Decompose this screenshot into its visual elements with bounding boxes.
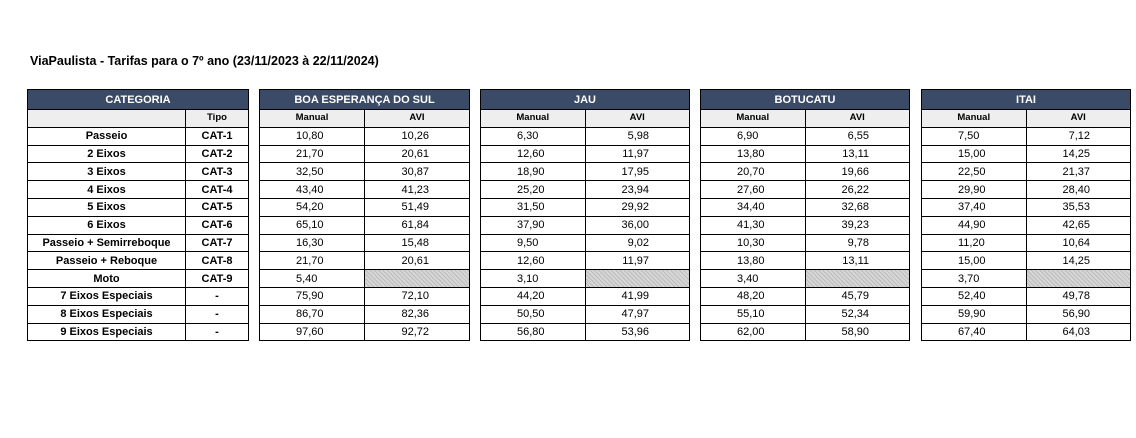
manual-value: 48,20: [701, 287, 806, 305]
manual-value: 20,70: [701, 163, 806, 181]
manual-value: 86,70: [260, 305, 365, 323]
category-header: CATEGORIA: [28, 90, 249, 110]
table-row: [922, 287, 1131, 305]
table-row: [701, 181, 910, 199]
manual-value: 10,30: [701, 234, 806, 252]
category-subheader-blank: [28, 110, 186, 128]
category-row: [28, 181, 249, 199]
category-tipo: CAT-5: [186, 198, 249, 216]
avi-value: 52,34: [805, 305, 910, 323]
manual-value: 3,40: [701, 270, 806, 288]
table-row: [922, 270, 1131, 288]
location-table-itai: [921, 89, 1131, 341]
category-tipo: CAT-1: [186, 127, 249, 145]
avi-value: 41,23: [365, 181, 470, 199]
avi-not-applicable-cell: [805, 270, 910, 288]
table-row: [260, 234, 470, 252]
category-tipo: CAT-3: [186, 163, 249, 181]
table-row: [922, 305, 1131, 323]
table-row: [922, 252, 1131, 270]
manual-value: 9,50: [481, 234, 586, 252]
manual-value: 29,90: [922, 181, 1027, 199]
avi-value: 64,03: [1026, 323, 1131, 341]
manual-value: 41,30: [701, 216, 806, 234]
avi-value: 15,48: [365, 234, 470, 252]
avi-value: 72,10: [365, 287, 470, 305]
avi-value: 53,96: [585, 323, 690, 341]
manual-value: 16,30: [260, 234, 365, 252]
category-tipo: CAT-7: [186, 234, 249, 252]
manual-value: 75,90: [260, 287, 365, 305]
avi-value: 51,49: [365, 198, 470, 216]
manual-value: 21,70: [260, 252, 365, 270]
table-row: [701, 234, 910, 252]
category-name: 7 Eixos Especiais: [28, 287, 186, 305]
manual-value: 54,20: [260, 198, 365, 216]
category-row: [28, 323, 249, 341]
table-row: [701, 198, 910, 216]
category-row: [28, 216, 249, 234]
avi-value: 21,37: [1026, 163, 1131, 181]
manual-column-header: Manual: [481, 110, 586, 128]
avi-value: 45,79: [805, 287, 910, 305]
table-row: [922, 216, 1131, 234]
avi-value: 61,84: [365, 216, 470, 234]
location-table-jau: [480, 89, 690, 341]
avi-value: 6,55: [805, 127, 910, 145]
table-row: [481, 270, 690, 288]
avi-value: 14,25: [1026, 145, 1131, 163]
manual-value: 3,70: [922, 270, 1027, 288]
category-tipo: -: [186, 323, 249, 341]
table-row: [922, 181, 1131, 199]
category-name: 6 Eixos: [28, 216, 186, 234]
avi-column-header: AVI: [365, 110, 470, 128]
category-tipo: CAT-9: [186, 270, 249, 288]
table-row: [922, 198, 1131, 216]
avi-value: 42,65: [1026, 216, 1131, 234]
category-row: [28, 198, 249, 216]
manual-column-header: Manual: [922, 110, 1027, 128]
table-row: [481, 181, 690, 199]
table-row: [701, 287, 910, 305]
avi-value: 39,23: [805, 216, 910, 234]
table-row: [701, 216, 910, 234]
table-row: [922, 323, 1131, 341]
table-row: [481, 252, 690, 270]
manual-value: 32,50: [260, 163, 365, 181]
manual-value: 10,80: [260, 127, 365, 145]
manual-value: 59,90: [922, 305, 1027, 323]
avi-value: 13,11: [805, 252, 910, 270]
avi-not-applicable-cell: [365, 270, 470, 288]
manual-value: 37,40: [922, 198, 1027, 216]
manual-value: 50,50: [481, 305, 586, 323]
manual-value: 52,40: [922, 287, 1027, 305]
table-row: [922, 163, 1131, 181]
table-row: [260, 163, 470, 181]
manual-value: 55,10: [701, 305, 806, 323]
table-row: [481, 305, 690, 323]
manual-value: 37,90: [481, 216, 586, 234]
manual-value: 7,50: [922, 127, 1027, 145]
manual-value: 6,30: [481, 127, 586, 145]
table-row: [922, 234, 1131, 252]
avi-value: 58,90: [805, 323, 910, 341]
avi-value: 11,97: [585, 145, 690, 163]
tipo-header: Tipo: [186, 110, 249, 128]
manual-value: 44,20: [481, 287, 586, 305]
table-row: [701, 270, 910, 288]
manual-value: 27,60: [701, 181, 806, 199]
avi-value: 11,97: [585, 252, 690, 270]
avi-value: 32,68: [805, 198, 910, 216]
table-row: [260, 287, 470, 305]
avi-value: 92,72: [365, 323, 470, 341]
manual-value: 13,80: [701, 252, 806, 270]
manual-value: 43,40: [260, 181, 365, 199]
avi-value: 30,87: [365, 163, 470, 181]
category-table: [27, 89, 249, 341]
location-header: BOTUCATU: [701, 90, 910, 110]
table-row: [922, 127, 1131, 145]
category-row: [28, 145, 249, 163]
category-name: Passeio: [28, 127, 186, 145]
avi-value: 41,99: [585, 287, 690, 305]
table-row: [260, 181, 470, 199]
manual-value: 15,00: [922, 145, 1027, 163]
table-row: [260, 198, 470, 216]
manual-value: 12,60: [481, 252, 586, 270]
table-row: [481, 163, 690, 181]
category-name: 3 Eixos: [28, 163, 186, 181]
location-header: JAU: [481, 90, 690, 110]
category-name: 2 Eixos: [28, 145, 186, 163]
manual-value: 15,00: [922, 252, 1027, 270]
table-row: [701, 305, 910, 323]
avi-value: 36,00: [585, 216, 690, 234]
manual-value: 62,00: [701, 323, 806, 341]
avi-value: 19,66: [805, 163, 910, 181]
table-row: [481, 216, 690, 234]
avi-column-header: AVI: [1026, 110, 1131, 128]
table-row: [260, 252, 470, 270]
manual-column-header: Manual: [701, 110, 806, 128]
manual-value: 11,20: [922, 234, 1027, 252]
category-row: [28, 305, 249, 323]
manual-value: 25,20: [481, 181, 586, 199]
avi-value: 13,11: [805, 145, 910, 163]
table-row: [481, 287, 690, 305]
manual-value: 67,40: [922, 323, 1027, 341]
avi-value: 10,26: [365, 127, 470, 145]
avi-column-header: AVI: [805, 110, 910, 128]
manual-value: 3,10: [481, 270, 586, 288]
category-name: Moto: [28, 270, 186, 288]
avi-value: 29,92: [585, 198, 690, 216]
location-table-botucatu: [700, 89, 910, 341]
table-row: [701, 163, 910, 181]
avi-value: 35,53: [1026, 198, 1131, 216]
category-name: 8 Eixos Especiais: [28, 305, 186, 323]
avi-not-applicable-cell: [1026, 270, 1131, 288]
table-row: [481, 234, 690, 252]
category-name: Passeio + Reboque: [28, 252, 186, 270]
avi-value: 14,25: [1026, 252, 1131, 270]
manual-value: 22,50: [922, 163, 1027, 181]
avi-value: 10,64: [1026, 234, 1131, 252]
category-tipo: -: [186, 305, 249, 323]
category-row: [28, 287, 249, 305]
manual-value: 12,60: [481, 145, 586, 163]
table-row: [260, 127, 470, 145]
category-tipo: -: [186, 287, 249, 305]
avi-value: 56,90: [1026, 305, 1131, 323]
table-row: [701, 145, 910, 163]
manual-value: 65,10: [260, 216, 365, 234]
manual-value: 5,40: [260, 270, 365, 288]
table-row: [260, 323, 470, 341]
table-row: [701, 127, 910, 145]
avi-value: 49,78: [1026, 287, 1131, 305]
category-tipo: CAT-2: [186, 145, 249, 163]
table-row: [260, 305, 470, 323]
manual-value: 56,80: [481, 323, 586, 341]
table-row: [701, 252, 910, 270]
avi-value: 7,12: [1026, 127, 1131, 145]
category-tipo: CAT-6: [186, 216, 249, 234]
table-row: [481, 198, 690, 216]
category-row: [28, 127, 249, 145]
table-row: [481, 145, 690, 163]
location-table-boa-esperanca-do-sul: [259, 89, 470, 341]
avi-value: 28,40: [1026, 181, 1131, 199]
avi-value: 26,22: [805, 181, 910, 199]
table-row: [260, 270, 470, 288]
avi-value: 9,78: [805, 234, 910, 252]
table-row: [260, 216, 470, 234]
manual-value: 21,70: [260, 145, 365, 163]
avi-value: 47,97: [585, 305, 690, 323]
location-header: ITAI: [922, 90, 1131, 110]
table-row: [260, 145, 470, 163]
manual-value: 34,40: [701, 198, 806, 216]
table-row: [481, 323, 690, 341]
avi-value: 82,36: [365, 305, 470, 323]
category-tipo: CAT-4: [186, 181, 249, 199]
category-name: 9 Eixos Especiais: [28, 323, 186, 341]
manual-value: 13,80: [701, 145, 806, 163]
manual-value: 31,50: [481, 198, 586, 216]
manual-column-header: Manual: [260, 110, 365, 128]
category-name: 4 Eixos: [28, 181, 186, 199]
avi-value: 5,98: [585, 127, 690, 145]
avi-value: 17,95: [585, 163, 690, 181]
category-name: Passeio + Semirreboque: [28, 234, 186, 252]
table-row: [481, 127, 690, 145]
avi-value: 20,61: [365, 252, 470, 270]
manual-value: 44,90: [922, 216, 1027, 234]
manual-value: 97,60: [260, 323, 365, 341]
table-row: [701, 323, 910, 341]
category-row: [28, 163, 249, 181]
category-row: [28, 234, 249, 252]
avi-column-header: AVI: [585, 110, 690, 128]
page-title: ViaPaulista - Tarifas para o 7º ano (23/11/2023 à 22/11/2024): [30, 54, 379, 68]
category-name: 5 Eixos: [28, 198, 186, 216]
avi-value: 9,02: [585, 234, 690, 252]
category-row: [28, 252, 249, 270]
location-header: BOA ESPERANÇA DO SUL: [260, 90, 470, 110]
manual-value: 18,90: [481, 163, 586, 181]
category-row: [28, 270, 249, 288]
manual-value: 6,90: [701, 127, 806, 145]
avi-value: 20,61: [365, 145, 470, 163]
avi-not-applicable-cell: [585, 270, 690, 288]
table-row: [922, 145, 1131, 163]
category-tipo: CAT-8: [186, 252, 249, 270]
avi-value: 23,94: [585, 181, 690, 199]
